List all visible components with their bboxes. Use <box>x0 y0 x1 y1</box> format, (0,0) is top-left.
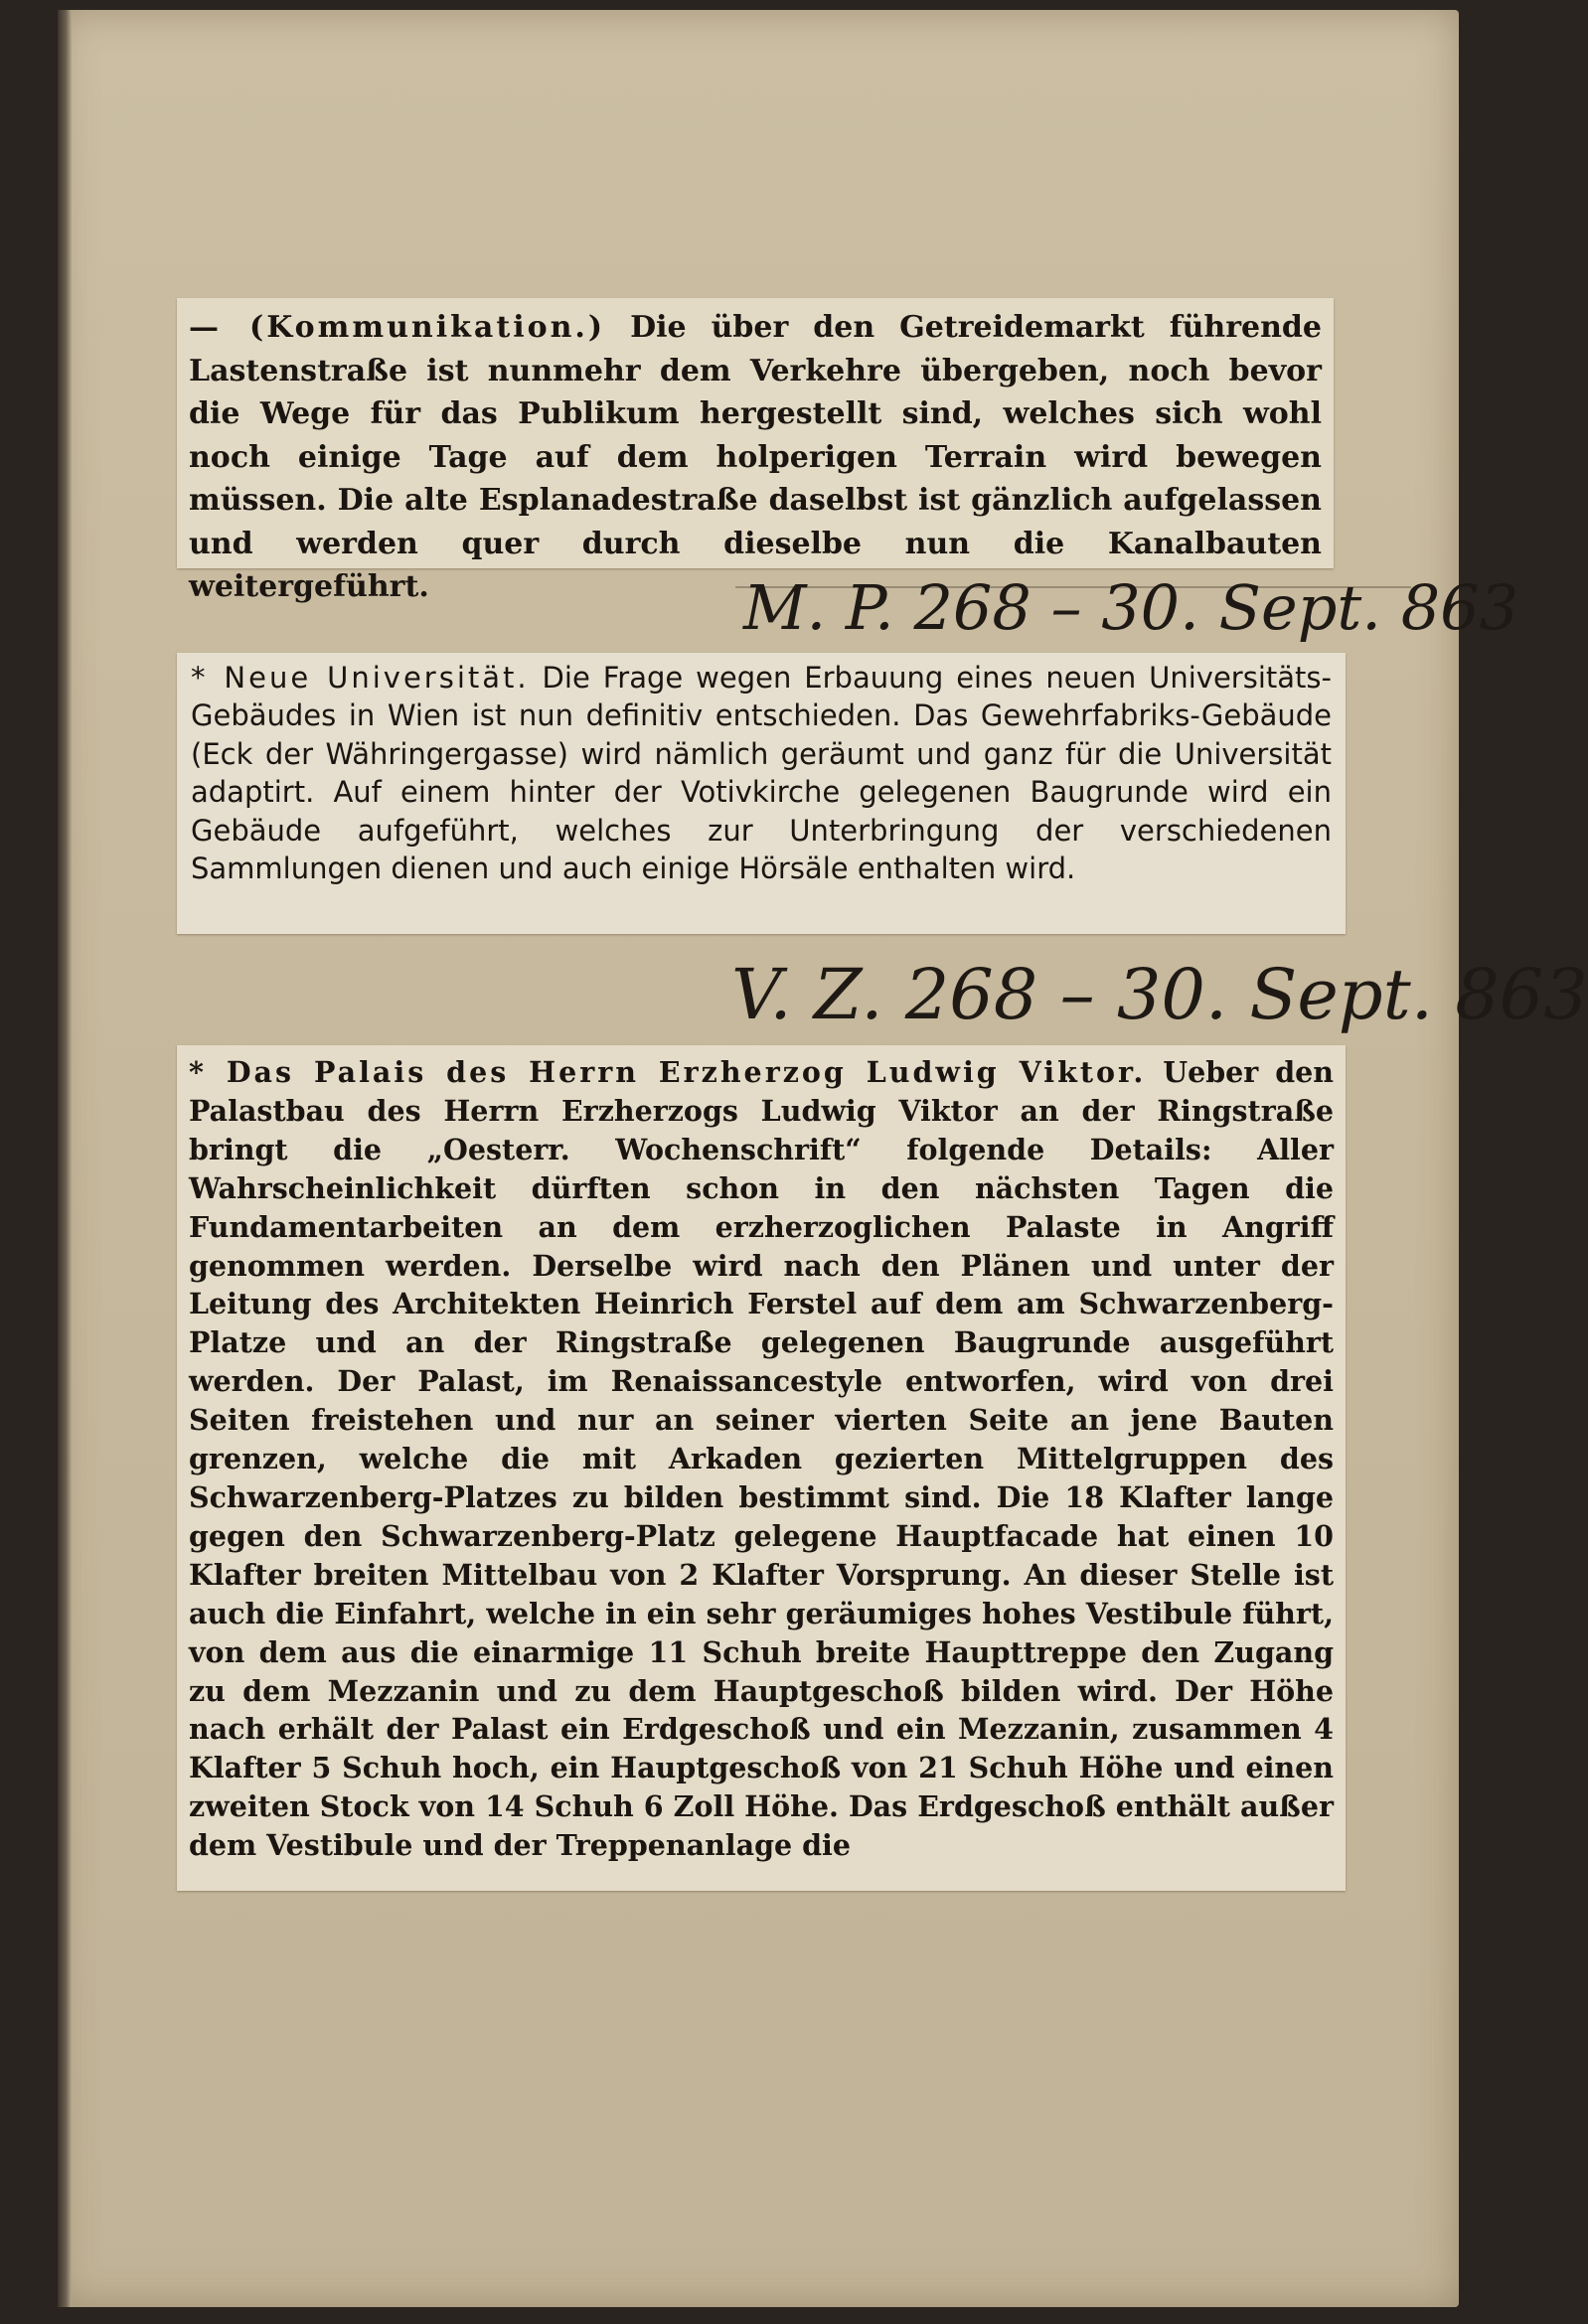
clipping-heading: — (Kommunikation.) <box>189 310 606 345</box>
clipping-heading: * Das Palais des Herrn Erzherzog Ludwig Viktor. <box>189 1055 1147 1089</box>
clipping-body: Die über den Getreidemarkt führende Lastenstraße ist nunmehr dem Verkehre übergeben, noch bevor die Wege für das Publikum hergestellt sind, welches sich wohl noch einige Tage auf dem holperigen Terrain wird bewegen müssen. Die alte Esplanadestraße daselbst ist gänzlich aufgelassen und werden quer durch dieselbe nun die Kanalbauten weitergeführt. <box>189 310 1322 604</box>
clipping-text <box>191 659 1332 887</box>
clipping-text <box>189 1053 1334 1865</box>
clipping-palais-ludwig-viktor <box>177 1045 1346 1891</box>
clipping-body: Ueber den Palastbau des Herrn Erzherzogs Ludwig Viktor an der Ringstraße bringt die „Oesterr. Wochenschrift“ folgende Details: Aller Wahrscheinlichkeit dürften schon in den nächsten Tagen die Fundamentarbeiten an dem erzherzoglichen Palaste in Angriff genommen werden. Derselbe wird nach den Plänen und unter der Leitung des Architekten Heinrich Ferstel auf dem am Schwarzenberg-Platze und an der Ringstraße gelegenen Baugrunde ausgeführt werden. Der Palast, im Renaissancestyle entworfen, wird von drei Seiten freistehen und nur an seiner vierten Seite an jene Bauten grenzen, welche die mit Arkaden gezierten Mittelgruppen des Schwarzenberg-Platzes zu bilden bestimmt sind. Die 18 Klafter lange gegen den Schwarzenberg-Platz gelegene Hauptfacade hat einen 10 Klafter breiten Mittelbau von 2 Klafter Vorsprung. An dieser Stelle ist auch die Einfahrt, welche in ein sehr geräumiges hohes Vestibule führt, von dem aus die einarmige 11 Schuh breite Haupttreppe den Zugang zu dem Mezzanin und zu dem Hauptgeschoß bilden wird. Der Höhe nach erhält der Palast ein Erdgeschoß und ein Mezzanin, zusammen 4 Klafter 5 Schuh hoch, ein Hauptgeschoß von 21 Schuh Höhe und einen zweiten Stock von 14 Schuh 6 Zoll Höhe. Das Erdgeschoß enthält außer dem Vestibule und der Treppenanlage die <box>189 1055 1334 1863</box>
clipping-neue-universitaet <box>177 653 1346 934</box>
handwritten-annotation: M. P. 268 – 30. Sept. 863 <box>743 571 1519 644</box>
clipping-heading: * Neue Universität. <box>191 661 530 695</box>
clipping-text <box>189 306 1322 609</box>
page-binding-edge <box>58 10 72 2307</box>
clipping-kommunikation <box>177 298 1334 604</box>
clipping-body: Die Frage wegen Erbauung eines neuen Universitäts-Gebäudes in Wien ist nun definitiv entschieden. Das Gewehrfabriks-Gebäude (Eck der Währingergasse) wird nämlich geräumt und ganz für die Universität adaptirt. Auf einem hinter der Votivkirche gelegenen Baugrunde wird ein Gebäude aufgeführt, welches zur Unterbringung der verschiedenen Sammlungen dienen und auch einige Hörsäle enthalten wird. <box>191 661 1332 886</box>
handwritten-annotation: V. Z. 268 – 30. Sept. 863 <box>731 954 1588 1035</box>
